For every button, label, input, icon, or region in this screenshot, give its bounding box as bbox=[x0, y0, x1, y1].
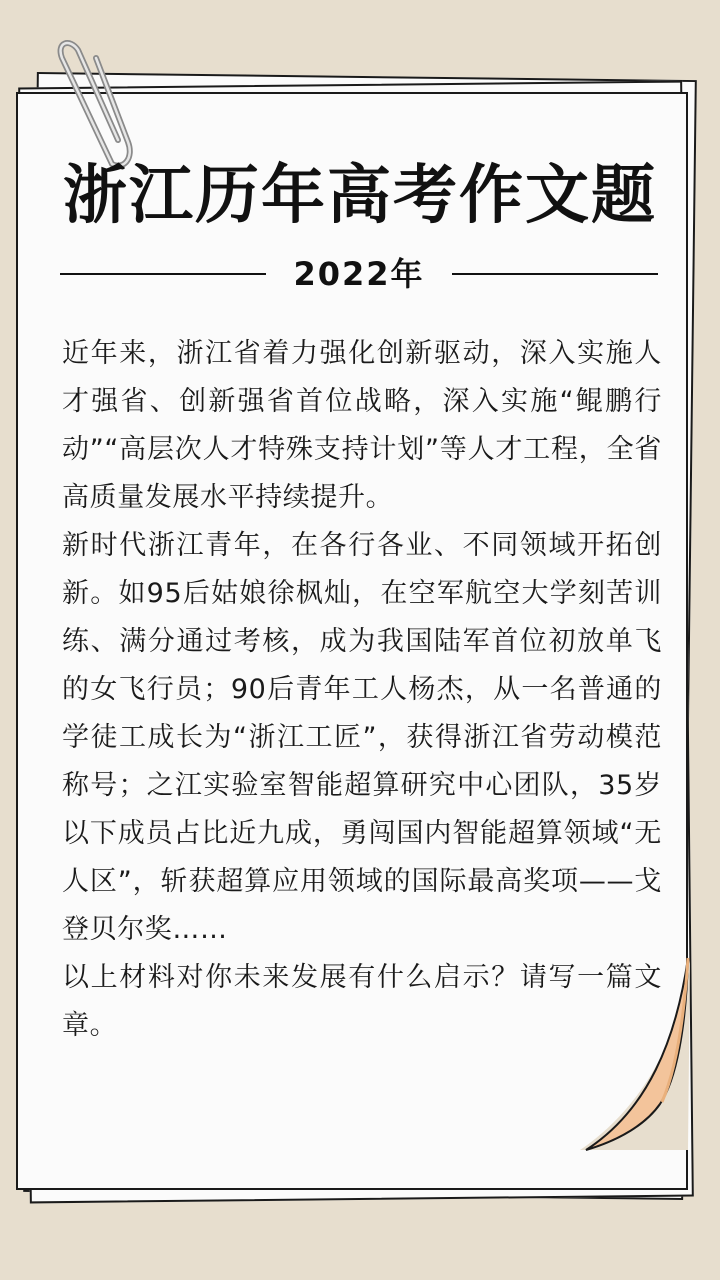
paragraph: 新时代浙江青年，在各行各业、不同领域开拓创新。如95后姑娘徐枫灿，在空军航空大学刻苦训练、满分通过考核，成为我国陆军首位初放单飞的女飞行员；90后青年工人杨杰，从一名普通的学徒工成长为“浙江工匠”，获得浙江省劳动模范称号；之江实验室智能超算研究中心团队，35岁以下成员占比近九成，勇闯国内智能超算领域“无人区”，斩获超算应用领域的国际最高奖项——戈登贝尔奖…… bbox=[62, 530, 662, 945]
paragraph: 以上材料对你未来发展有什么启示？请写一篇文章。 bbox=[62, 962, 662, 1041]
essay-prompt bbox=[62, 330, 662, 1050]
paragraph: 近年来，浙江省着力强化创新驱动，深入实施人才强省、创新强省首位战略，深入实施“鲲鹏行动”“高层次人才特殊支持计划”等人才工程，全省高质量发展水平持续提升。 bbox=[62, 338, 662, 513]
year-label: 2022年 bbox=[293, 255, 425, 293]
divider-line bbox=[452, 273, 658, 275]
year-header bbox=[60, 252, 658, 296]
page-title: 浙江历年高考作文题 bbox=[63, 159, 657, 233]
divider-line bbox=[60, 273, 266, 275]
